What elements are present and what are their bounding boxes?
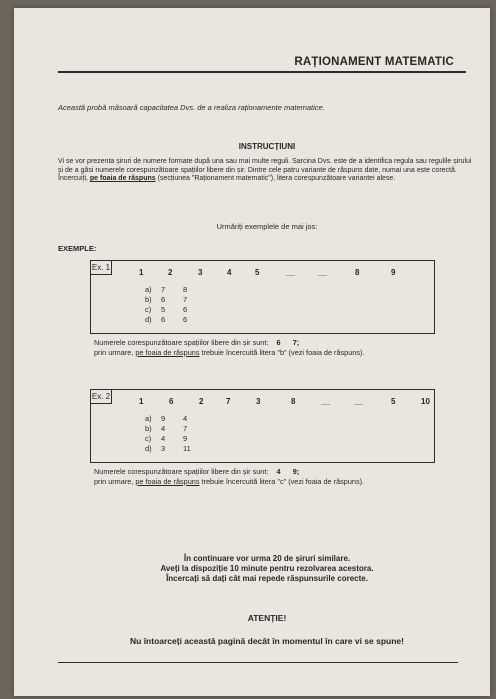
attention-heading: ATENȚIE!	[247, 613, 287, 623]
examples-label: EXEMPLE:	[58, 244, 97, 253]
answer-number: 6	[276, 338, 281, 347]
options-list	[145, 414, 199, 454]
example-tag: Ex. 2	[90, 389, 112, 404]
sequence-item: 4	[227, 268, 232, 277]
answer-number: 7;	[292, 338, 300, 347]
instructions-answer-sheet-ref: pe foaia de răspuns	[89, 175, 156, 183]
sequence-item: 8	[291, 397, 296, 406]
closing-line: Încercați să dați cât mai repede răspunsurile corecte.	[166, 574, 368, 583]
instructions-line2-post: (secțiunea "Raționament matematic"), litera corespunzătoare variantei alese.	[155, 175, 396, 183]
intro-text: Această probă măsoară capacitatea Dvs. de a realiza raționamente matematice.	[58, 103, 325, 112]
option-row: b) 4 7	[145, 424, 188, 433]
sequence-item: 3	[256, 397, 261, 406]
test-sheet	[14, 8, 490, 696]
example-box-1	[90, 260, 435, 334]
instructions-line2	[58, 175, 478, 184]
closing-text	[14, 554, 490, 584]
option-row: d) 6 6	[145, 315, 188, 324]
closing-line: Aveți la dispoziție 10 minute pentru rezolvarea acestora.	[160, 564, 374, 573]
sequence-item: 3	[198, 268, 203, 277]
sequence-item: 9	[391, 268, 396, 277]
instructions-body	[58, 158, 478, 184]
top-divider	[58, 71, 466, 73]
sequence-blank: __	[321, 397, 330, 406]
option-row: d) 3 11	[145, 444, 191, 453]
closing-line: În continuare vor urma 20 de șiruri similare.	[183, 554, 351, 563]
bottom-divider	[58, 662, 458, 663]
sequence-item: 2	[199, 397, 204, 406]
sequence-item: 7	[226, 397, 231, 406]
final-note: Nu întoarceți această pagină decât în momentul în care vi se spune!	[130, 636, 404, 646]
answer-number: 4	[276, 467, 281, 476]
answer-sheet-ref: pe foaia de răspuns	[135, 348, 200, 357]
option-row: c) 5 6	[145, 305, 188, 314]
instructions-line1: Vi se vor prezenta șiruri de numere formate după una sau mai multe reguli. Sarcina Dvs. este de a identifica regula sau regulile șirului și de a găsi numerele corespunzătoare spațiilor libere din șir. Dintre cele patru variante de răspuns date, numai una este corectă.	[58, 158, 472, 174]
sequence-item: 5	[255, 268, 260, 277]
answer-sheet-ref: pe foaia de răspuns	[135, 477, 200, 486]
sequence-item: 6	[169, 397, 174, 406]
option-row: a) 9 4	[145, 414, 188, 423]
sequence-item: 10	[421, 397, 430, 406]
example-answer-1: Numerele corespunzătoare spațiilor libere din șir sunt: 6 7; prin urmare, pe foaia de răspuns trebuie încercuită litera "b" (vezi foaia de răspuns).	[94, 338, 365, 357]
sequence-item: 1	[139, 268, 144, 277]
instructions-title: INSTRUCȚIUNI	[238, 142, 296, 151]
sequence-item: 8	[355, 268, 360, 277]
page-title: RAȚIONAMENT MATEMATIC	[294, 56, 454, 68]
sequence-item: 1	[139, 397, 144, 406]
sequence-blank: __	[286, 268, 295, 277]
example-answer-2: Numerele corespunzătoare spațiilor libere din șir sunt: 4 9; prin urmare, pe foaia de răspuns trebuie încercuită litera "c" (vezi foaia de răspuns).	[94, 467, 365, 486]
example-tag: Ex. 1	[90, 260, 112, 275]
instructions-line2-pre: Încercuiți,	[58, 175, 90, 183]
answer-line: Numerele corespunzătoare spațiilor libere din șir sunt:	[94, 467, 269, 476]
example-box-2	[90, 389, 435, 463]
follow-examples-text: Urmăriți exemplele de mai jos:	[216, 222, 318, 231]
answer-number: 9;	[292, 467, 300, 476]
answer-line: Numerele corespunzătoare spațiilor libere din șir sunt:	[94, 338, 269, 347]
sequence-blank: __	[318, 268, 327, 277]
sequence-blank: __	[354, 397, 363, 406]
options-list	[145, 285, 199, 325]
option-row: b) 6 7	[145, 295, 188, 304]
option-row: a) 7 8	[145, 285, 188, 294]
sequence-item: 5	[391, 397, 396, 406]
option-row: c) 4 9	[145, 434, 188, 443]
sequence-item: 2	[168, 268, 173, 277]
